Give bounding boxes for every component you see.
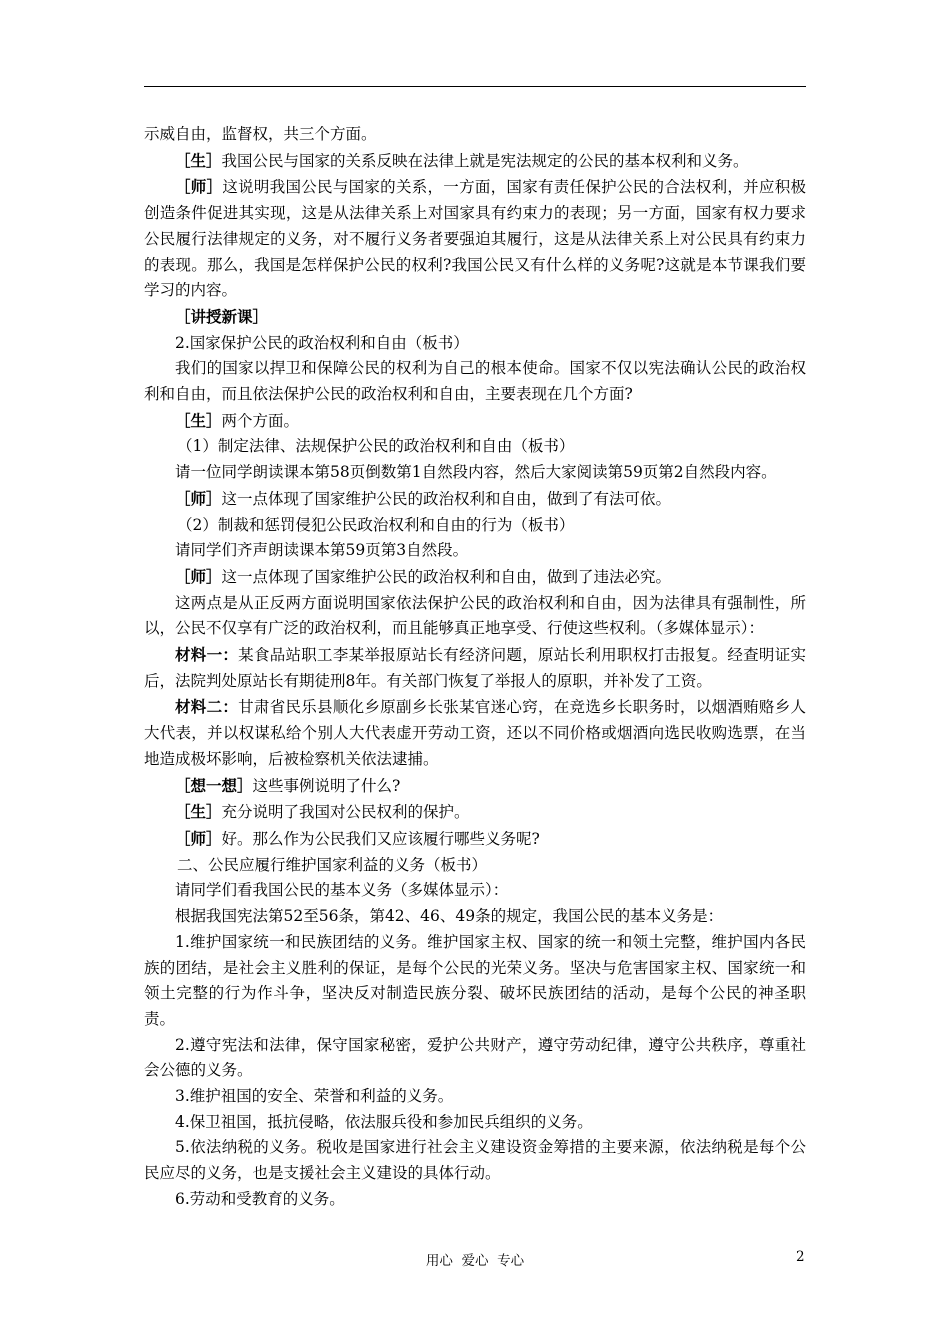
page-number: 2 <box>796 1249 805 1265</box>
label-bold: ［师］ <box>175 566 222 586</box>
label-bold: ［生］ <box>175 150 222 170</box>
text-run: 某食品站职工李某举报原站长有经济问题，原站长利用职权打击报复。经查明证实后，法院判处原站长有期徒刑8年。有关部门恢复了举报人的原职，并补发了工资。 <box>144 646 806 690</box>
header-rule <box>144 86 806 87</box>
paragraph <box>144 904 806 930</box>
text-run: 二、公民应履行维护国家利益的义务（板书） <box>177 855 488 874</box>
paragraph <box>144 434 806 460</box>
paragraph <box>144 591 806 642</box>
text-run: 6.劳动和受教育的义务。 <box>175 1189 345 1208</box>
footer-slogan: 用心 爱心 专心 <box>425 1253 525 1269</box>
text-run: 请同学们看我国公民的基本义务（多媒体显示）： <box>175 881 509 900</box>
paragraph <box>144 460 806 486</box>
text-run: 充分说明了我国对公民权利的保护。 <box>221 803 470 822</box>
paragraph <box>144 799 806 826</box>
text-run: 3.维护祖国的安全、荣誉和利益的义务。 <box>175 1087 454 1106</box>
text-run: （2）制裁和惩罚侵犯公民政治权利和自由的行为（板书） <box>177 515 575 534</box>
paragraph <box>144 148 806 175</box>
text-run: 这些事例说明了什么? <box>252 776 401 795</box>
paragraph <box>144 1187 806 1213</box>
text-run: 2.遵守宪法和法律，保守国家秘密，爱护公共财产，遵守劳动纪律，遵守公共秩序，尊重社会公德的义务。 <box>144 1035 806 1080</box>
text-run: 甘肃省民乐县顺化乡原副乡长张某官迷心窍，在竞选乡长职务时，以烟酒贿赂乡人大代表，并以权谋私给个别人大代表虚开劳动工资，还以不同价格或烟酒向选民收购选票，在当地造成极坏影响，后被检察机关依法逮捕。 <box>144 698 806 768</box>
text-run: 我们的国家以捍卫和保障公民的权利为自己的根本使命。国家不仅以宪法确认公民的政治权利和自由，而且依法保护公民的政治权利和自由，主要表现在几个方面? <box>144 359 806 404</box>
paragraph <box>144 331 806 357</box>
paragraph <box>144 408 806 435</box>
paragraph <box>144 930 806 1033</box>
label-bold: ［师］ <box>175 488 222 508</box>
paragraph <box>144 694 806 772</box>
label-bold: 材料一： <box>175 645 239 665</box>
paragraph <box>144 1084 806 1110</box>
text-run: 好。那么作为公民我们又应该履行哪些义务呢? <box>221 829 540 848</box>
label-bold: ［生］ <box>175 802 222 822</box>
text-run: 2.国家保护公民的政治权利和自由（板书） <box>175 333 469 352</box>
paragraph <box>144 642 806 694</box>
text-run: 1.维护国家统一和民族团结的义务。维护国家主权、国家的统一和领土完整，维护国内各民族的团结，是社会主义胜利的保证，是每个公民的光荣义务。坚决与危害国家主权、国家统一和领土完整的行为作斗争，坚决反对制造民族分裂、破坏民族团结的活动，是每个公民的神圣职责。 <box>144 932 806 1028</box>
text-run: 两个方面。 <box>221 411 300 430</box>
paragraph <box>144 486 806 513</box>
text-run: 5.依法纳税的义务。税收是国家进行社会主义建设资金筹措的主要来源，依法纳税是每个公民应尽的义务，也是支援社会主义建设的具体行动。 <box>144 1138 806 1183</box>
paragraph <box>144 773 806 800</box>
paragraph <box>144 1110 806 1136</box>
text-run: 请同学们齐声朗读课本第59页第3自然段。 <box>175 541 469 560</box>
paragraph <box>144 853 806 879</box>
paragraph <box>144 304 806 331</box>
paragraph <box>144 564 806 591</box>
text-run: 4.保卫祖国，抵抗侵略，依法服兵役和参加民兵组织的义务。 <box>175 1112 593 1131</box>
text-run: 请一位同学朗读课本第58页倒数第1自然段内容，然后大家阅读第59页第2自然段内容。 <box>175 463 777 482</box>
text-run: 我国公民与国家的关系反映在法律上就是宪法规定的公民的基本权利和义务。 <box>221 151 749 170</box>
paragraph <box>144 513 806 539</box>
label-bold: ［想一想］ <box>175 775 253 795</box>
paragraph <box>144 356 806 407</box>
text-run: 这一点体现了国家维护公民的政治权利和自由，做到了有法可依。 <box>221 489 672 508</box>
text-run: 这一点体现了国家维护公民的政治权利和自由，做到了违法必究。 <box>221 567 672 586</box>
paragraph <box>144 174 806 304</box>
text-run: 根据我国宪法第52至56条，第42、46、49条的规定，我国公民的基本义务是： <box>175 907 724 926</box>
body-text <box>144 122 806 1213</box>
label-bold: ［师］ <box>175 177 223 197</box>
paragraph <box>144 1135 806 1186</box>
label-bold: ［讲授新课］ <box>175 306 269 326</box>
paragraph <box>144 826 806 853</box>
label-bold: ［师］ <box>175 828 222 848</box>
text-run: （1）制定法律、法规保护公民的政治权利和自由（板书） <box>177 437 575 456</box>
paragraph <box>144 122 806 148</box>
paragraph <box>144 878 806 904</box>
paragraph <box>144 538 806 564</box>
text-run: 这两点是从正反两方面说明国家依法保护公民的政治权利和自由，因为法律具有强制性，所以，公民不仅享有广泛的政治权利，而且能够真正地享受、行使这些权利。（多媒体显示）： <box>144 593 806 638</box>
text-run: 示威自由，监督权，共三个方面。 <box>144 125 377 143</box>
text-run: 这说明我国公民与国家的关系，一方面，国家有责任保护公民的合法权利，并应积极创造条件促进其实现，这是从法律关系上对国家具有约束力的表现；另一方面，国家有权力要求公民履行法律规定的义务，对不履行义务者要强迫其履行，这是从法律关系上对公民具有约束力的表现。那么，我国是怎样保护公民的权利?我国公民又有什么样的义务呢?这就是本节课我们要学习的内容。 <box>144 178 806 300</box>
label-bold: 材料二： <box>175 697 239 717</box>
label-bold: ［生］ <box>175 410 222 430</box>
paragraph <box>144 1033 806 1084</box>
